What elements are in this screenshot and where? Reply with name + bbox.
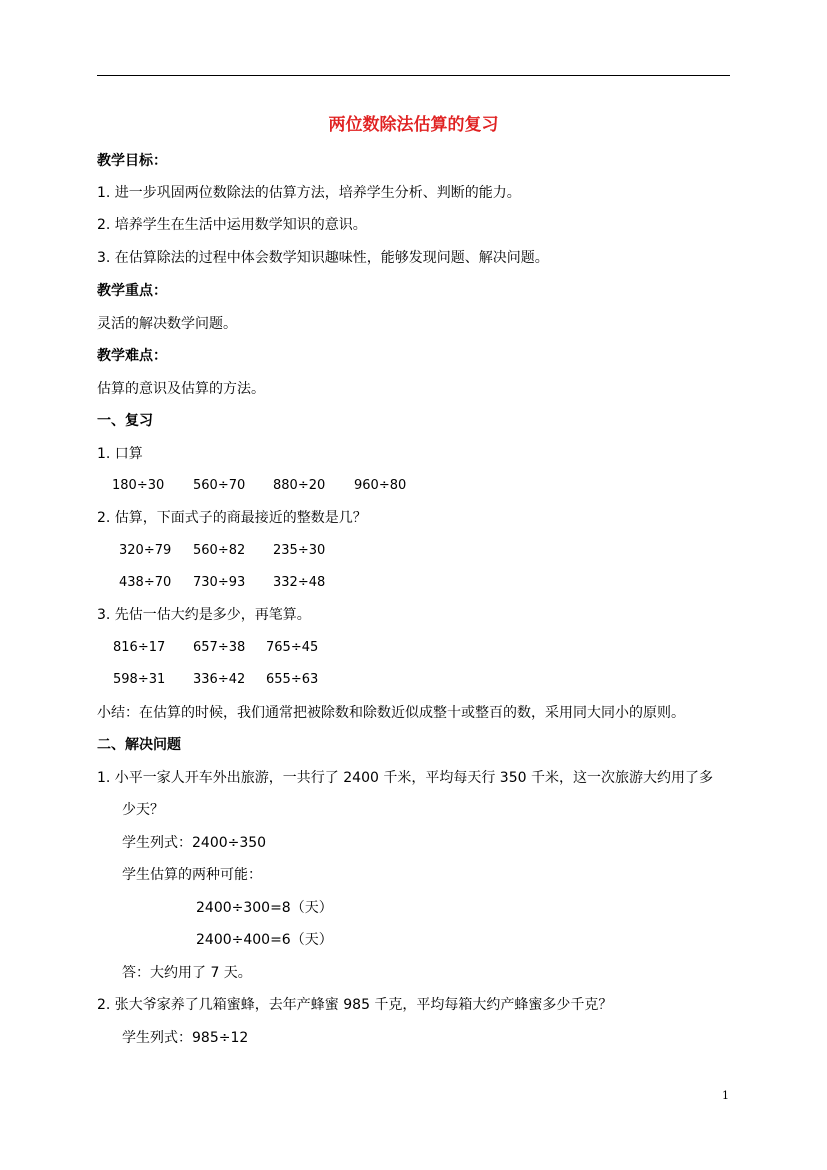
expression: 730÷93 bbox=[193, 575, 246, 590]
expression: 180÷30 bbox=[112, 478, 165, 493]
expression: 336÷42 bbox=[193, 672, 246, 687]
review-q1-label: 1. 口算 bbox=[97, 446, 143, 462]
problem-1-formula: 学生列式：2400÷350 bbox=[122, 835, 267, 851]
review-heading: 一、复习 bbox=[97, 413, 153, 429]
expression: 320÷79 bbox=[119, 543, 172, 558]
key-point-heading: 教学重点： bbox=[97, 283, 167, 299]
expression: 235÷30 bbox=[273, 543, 326, 558]
expression: 332÷48 bbox=[273, 575, 326, 590]
problem-1-way-1: 2400÷300=8（天） bbox=[196, 900, 333, 916]
problem-1-answer: 答：大约用了 7 天。 bbox=[122, 965, 252, 981]
objective-item: 2. 培养学生在生活中运用数学知识的意识。 bbox=[97, 217, 367, 233]
problem-2-text: 2. 张大爷家养了几箱蜜蜂，去年产蜂蜜 985 千克，平均每箱大约产蜂蜜多少千克？ bbox=[97, 997, 613, 1013]
review-summary: 小结：在估算的时候，我们通常把被除数和除数近似成整十或整百的数，采用同大同小的原则。 bbox=[97, 705, 685, 721]
expression: 598÷31 bbox=[113, 672, 166, 687]
objective-item: 1. 进一步巩固两位数除法的估算方法，培养学生分析、判断的能力。 bbox=[97, 185, 521, 201]
objective-item: 3. 在估算除法的过程中体会数学知识趣味性，能够发现问题、解决问题。 bbox=[97, 250, 549, 266]
expression: 655÷63 bbox=[266, 672, 319, 687]
problem-1-text-cont: 少天？ bbox=[122, 802, 164, 818]
expression: 560÷70 bbox=[193, 478, 246, 493]
objectives-heading: 教学目标： bbox=[97, 153, 167, 169]
expression: 560÷82 bbox=[193, 543, 246, 558]
review-q3-label: 3. 先估一估大约是多少，再笔算。 bbox=[97, 607, 311, 623]
expression: 960÷80 bbox=[354, 478, 407, 493]
review-q2-label: 2. 估算，下面式子的商最接近的整数是几？ bbox=[97, 510, 367, 526]
expression: 438÷70 bbox=[119, 575, 172, 590]
page-title: 两位数除法估算的复习 bbox=[328, 115, 499, 135]
key-point-text: 灵活的解决数学问题。 bbox=[97, 316, 237, 332]
expression: 816÷17 bbox=[113, 640, 166, 655]
problem-2-formula: 学生列式：985÷12 bbox=[122, 1030, 249, 1046]
difficulty-text: 估算的意识及估算的方法。 bbox=[97, 381, 265, 397]
header-rule bbox=[97, 75, 730, 76]
solve-heading: 二、解决问题 bbox=[97, 737, 181, 753]
problem-1-text: 1. 小平一家人开车外出旅游，一共行了 2400 千米，平均每天行 350 千米，这一次旅游大约用了多 bbox=[97, 770, 713, 786]
expression: 880÷20 bbox=[273, 478, 326, 493]
difficulty-heading: 教学难点： bbox=[97, 348, 167, 364]
expression: 657÷38 bbox=[193, 640, 246, 655]
problem-1-ways: 学生估算的两种可能： bbox=[122, 867, 262, 883]
problem-1-way-2: 2400÷400=6（天） bbox=[196, 932, 333, 948]
expression: 765÷45 bbox=[266, 640, 319, 655]
page-number: 1 bbox=[722, 1089, 729, 1102]
